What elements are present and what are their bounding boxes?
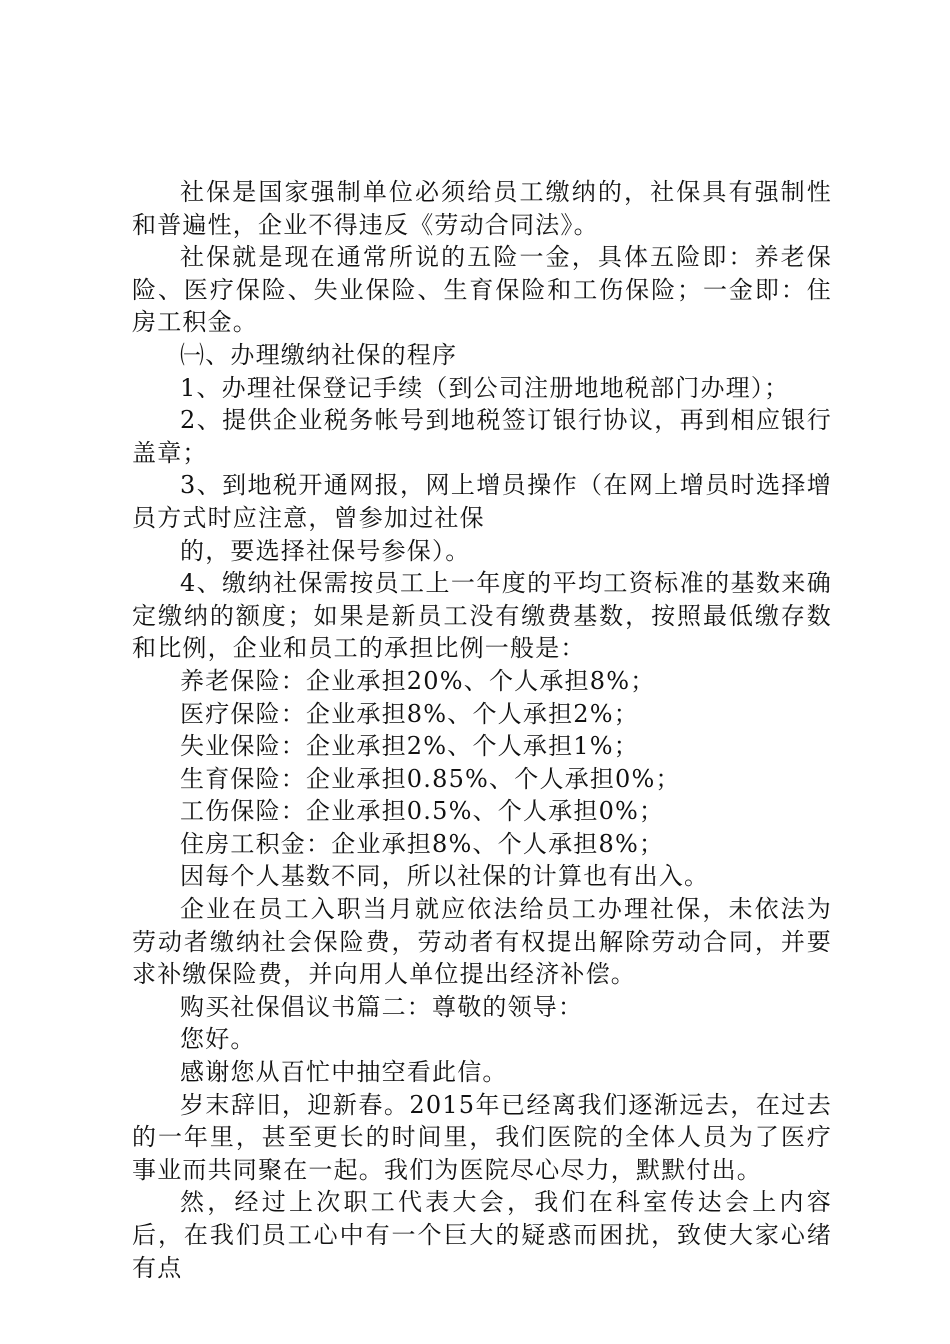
paragraph-base-note: 因每个人基数不同，所以社保的计算也有出入。 — [180, 862, 710, 891]
rate-pension: 养老保险：企业承担20%、个人承担8%； — [180, 666, 656, 695]
paragraph-five-insurances: 社保就是现在通常所说的五险一金，具体五险即：养老保险、医疗保险、失业保险、生育保险和工伤保险；一金即：住房工积金。 — [132, 243, 832, 337]
procedure-step-4: 4、缴纳社保需按员工上一年度的平均工资标准的基数来确定缴纳的额度；如果是新员工没有缴费基数，按照最低缴存数和比例，企业和员工的承担比例一般是： — [132, 569, 832, 663]
letter-heading: 购买社保倡议书篇二：尊敬的领导： — [180, 992, 584, 1021]
procedure-step-3-continued: 的，要选择社保号参保）。 — [180, 536, 471, 565]
procedure-step-3: 3、到地税开通网报，网上增员操作（在网上增员时选择增员方式时应注意，曾参加过社保 — [132, 471, 832, 532]
paragraph-employer-duty: 企业在员工入职当月就应依法给员工办理社保，未依法为劳动者缴纳社会保险费，劳动者有权提出解除劳动合同，并要求补缴保险费，并向用人单位提出经济补偿。 — [132, 895, 832, 989]
rate-medical: 医疗保险：企业承担8%、个人承担2%； — [180, 699, 639, 728]
procedure-step-2: 2、提供企业税务帐号到地税签订银行协议，再到相应银行盖章； — [132, 406, 832, 467]
letter-paragraph-year: 岁末辞旧，迎新春。2015年已经离我们逐渐远去，在过去的一年里，甚至更长的时间里，我们医院的全体人员为了医疗事业而共同聚在一起。我们为医院尽心尽力，默默付出。 — [132, 1090, 832, 1184]
rate-maternity: 生育保险：企业承担0.85%、个人承担0%； — [180, 764, 681, 793]
rate-work-injury: 工伤保险：企业承担0.5%、个人承担0%； — [180, 797, 665, 826]
rate-unemployment: 失业保险：企业承担2%、个人承担1%； — [180, 732, 639, 761]
letter-greeting: 您好。 — [180, 1025, 256, 1054]
paragraph-intro: 社保是国家强制单位必须给员工缴纳的，社保具有强制性和普遍性，企业不得违反《劳动合同法》。 — [132, 178, 832, 239]
document-body — [132, 176, 832, 1284]
rate-housing-fund: 住房工积金：企业承担8%、个人承担8%； — [180, 829, 665, 858]
section-heading-procedure: ㈠、办理缴纳社保的程序 — [180, 340, 458, 369]
procedure-step-1: 1、办理社保登记手续（到公司注册地地税部门办理）； — [180, 373, 790, 402]
letter-thanks: 感谢您从百忙中抽空看此信。 — [180, 1058, 508, 1087]
letter-paragraph-concern: 然，经过上次职工代表大会，我们在科室传达会上内容后，在我们员工心中有一个巨大的疑惑而困扰，致使大家心绪有点 — [132, 1188, 832, 1282]
